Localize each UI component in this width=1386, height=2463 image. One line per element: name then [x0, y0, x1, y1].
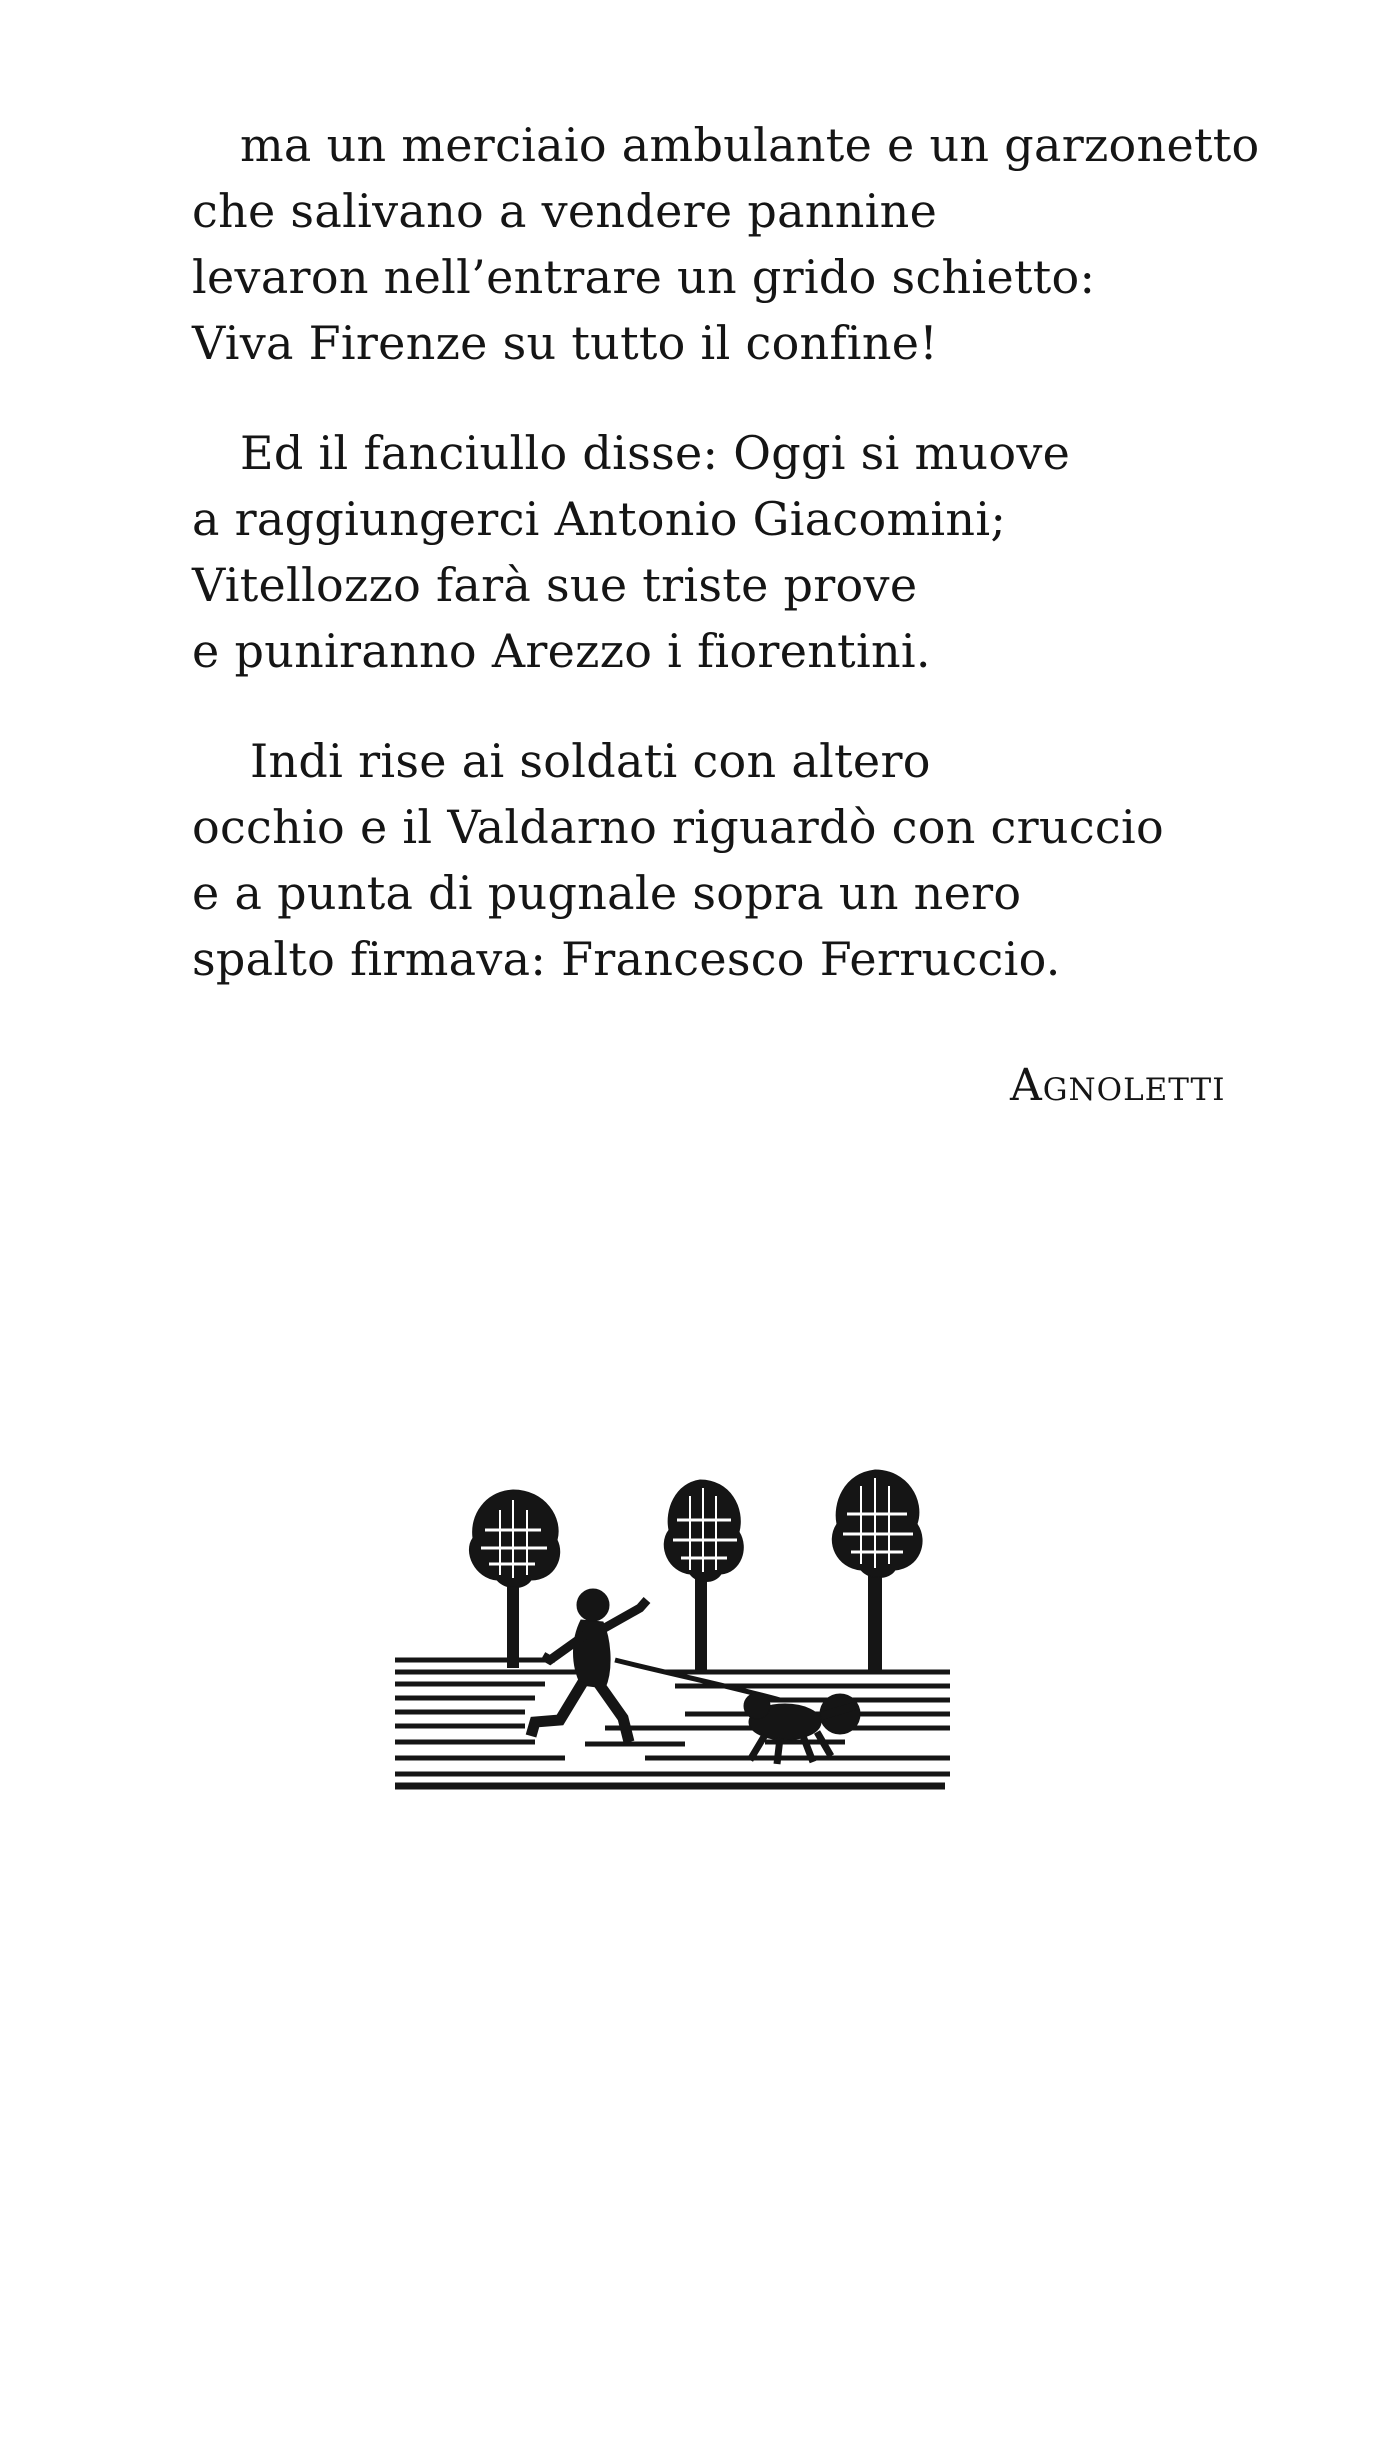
poem-line: spalto firmava: Francesco Ferruccio. — [192, 932, 1061, 986]
tree-icon — [664, 1480, 743, 1670]
poem-line: Vitellozzo farà sue triste prove — [192, 558, 918, 612]
poem-line: a raggiungerci Antonio Giacomini; — [192, 492, 1007, 546]
dog-figure — [744, 1693, 860, 1764]
tree-icon — [832, 1470, 922, 1670]
woodcut-boy-chasing-dog-icon — [385, 1460, 955, 1800]
author-signature: Agnoletti — [1010, 1060, 1226, 1111]
tree-icon — [469, 1490, 559, 1668]
poem-line: levaron nell’entrare un grido schietto: — [192, 250, 1096, 304]
poem-line: e a punta di pugnale sopra un nero — [192, 866, 1022, 920]
poem-line: Viva Firenze su tutto il confine! — [192, 316, 939, 370]
poem-line: Ed il fanciullo disse: Oggi si muove — [240, 426, 1071, 480]
poem-line: Indi rise ai soldati con altero — [250, 734, 931, 788]
ground-lines — [395, 1660, 950, 1786]
woodcut-illustration — [385, 1460, 955, 1800]
poem-line: che salivano a vendere pannine — [192, 184, 938, 238]
poem-line: ma un merciaio ambulante e un garzonetto — [240, 118, 1260, 172]
poem-line: e puniranno Arezzo i fiorentini. — [192, 624, 931, 678]
poem-line: occhio e il Valdarno riguardò con cruccio — [192, 800, 1164, 854]
